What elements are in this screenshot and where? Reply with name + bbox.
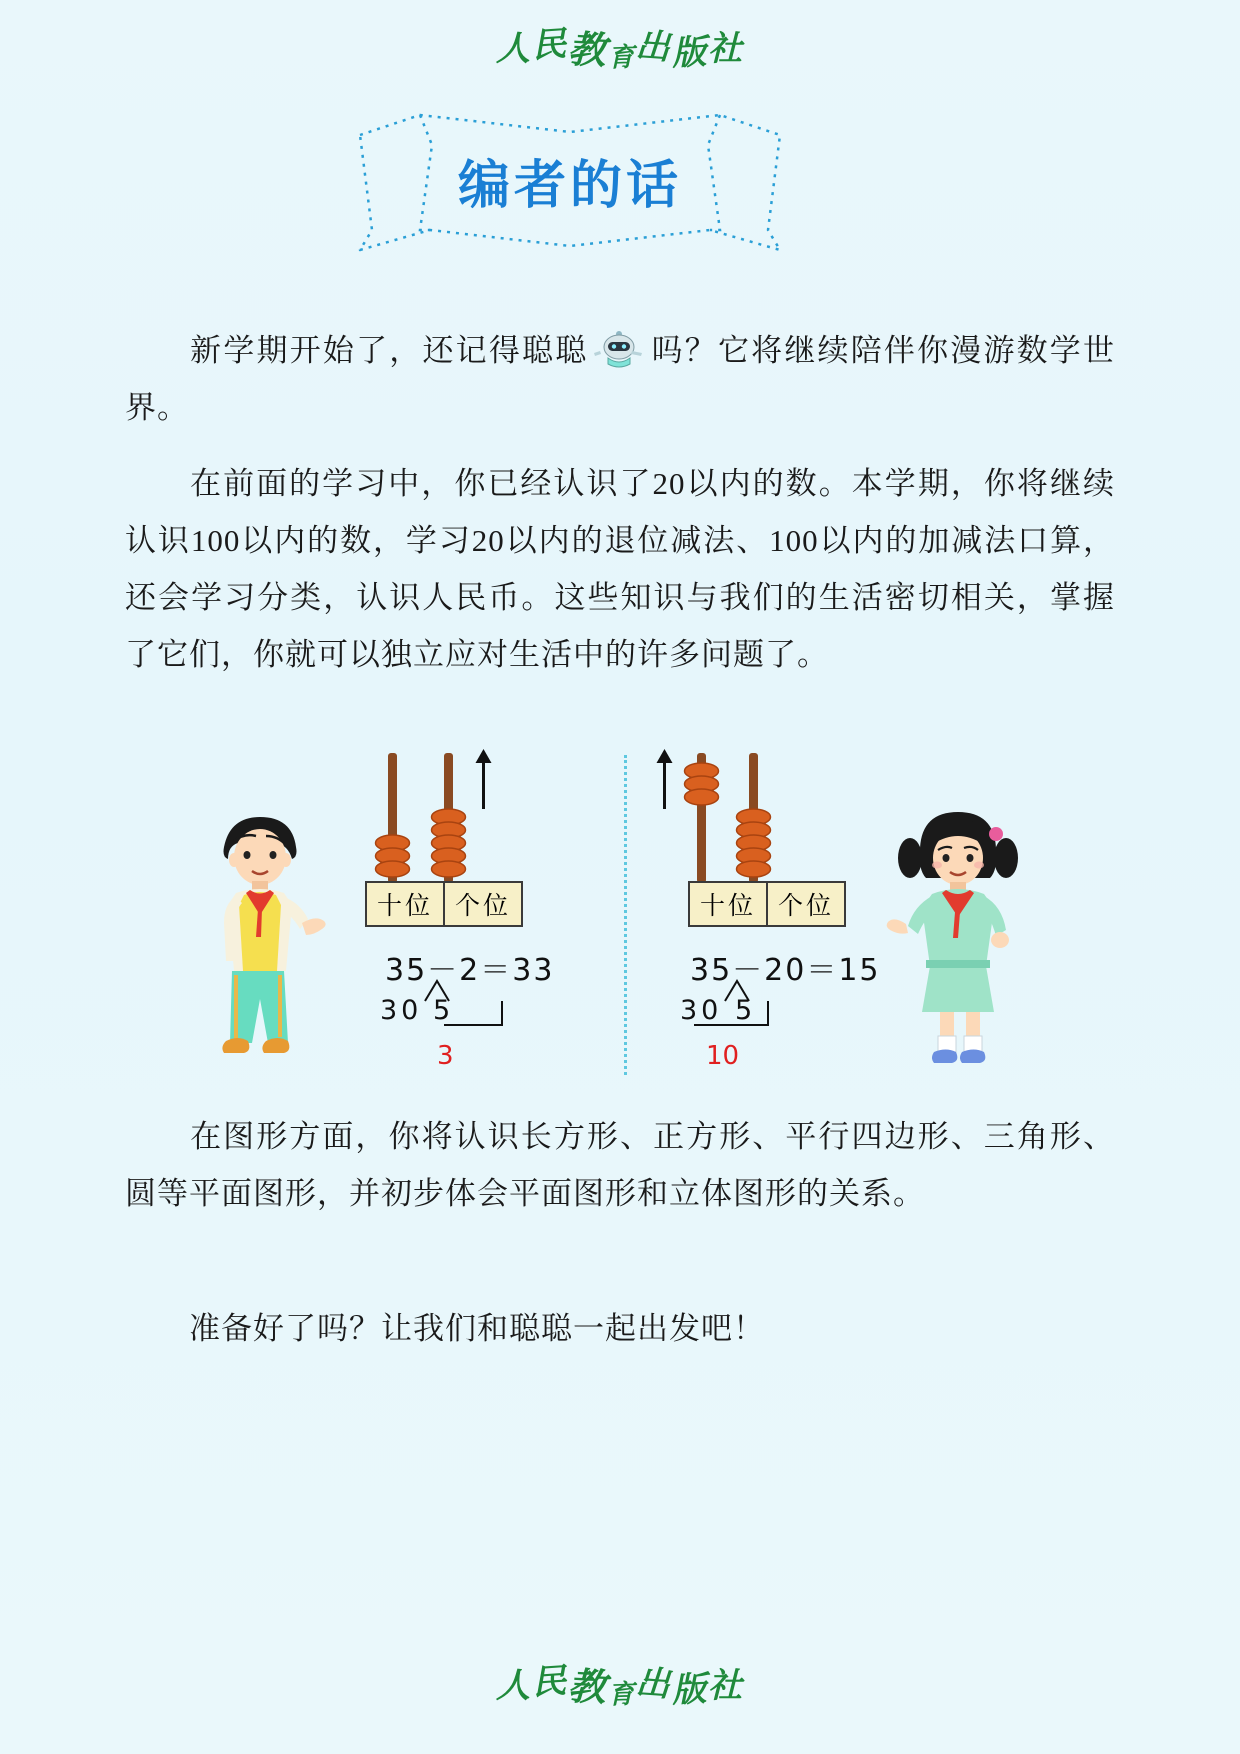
title-banner — [350, 110, 790, 255]
publisher-char-2: 教 — [566, 1665, 609, 1711]
page-title: 编者的话 — [457, 156, 682, 216]
tens-label-left: 十位 — [367, 883, 445, 925]
place-value-table-left — [365, 881, 523, 927]
decomp-left-tens: 30 — [380, 995, 423, 1026]
paragraph-4 — [125, 1300, 1115, 1357]
paragraph-2 — [125, 455, 1115, 683]
boy-character — [190, 805, 330, 1085]
publisher-char-0: 人 — [495, 31, 532, 68]
decomp-right-ones: 5 — [735, 995, 757, 1026]
paragraph-3-text: 在图形方面，你将认识长方形、正方形、平行四边形、三角形、圆等平面图形，并初步体会平面图形和立体图形的关系。 — [125, 1119, 1115, 1211]
publisher-logo-bottom — [0, 1653, 1240, 1711]
publisher-char-4: 出 — [634, 1664, 673, 1705]
paragraph-1-part-b: 吗？它将继续陪伴你漫游数学世界。 — [125, 333, 1115, 425]
abacus-left — [365, 745, 505, 895]
ones-label-left: 个位 — [455, 893, 512, 920]
ones-label-right: 个位 — [778, 893, 835, 920]
paragraph-4-text: 准备好了吗？让我们和聪聪一起出发吧！ — [189, 1311, 765, 1346]
publisher-char-5: 版 — [671, 34, 710, 73]
publisher-char-6: 社 — [708, 31, 745, 68]
up-arrow-icon — [476, 749, 492, 809]
publisher-char-0: 人 — [495, 1668, 532, 1705]
tens-label-right: 十位 — [690, 883, 768, 925]
girl-character — [880, 800, 1040, 1085]
publisher-char-5: 版 — [671, 1671, 710, 1710]
publisher-char-4: 出 — [634, 27, 673, 68]
equation-left: 35－2＝33 — [385, 953, 555, 988]
congcong-robot-icon — [588, 325, 650, 369]
illustration-block — [190, 745, 1060, 1085]
paragraph-1-part-a: 新学期开始了，还记得聪聪 — [189, 333, 589, 368]
publisher-char-3: 育 — [607, 1679, 637, 1710]
place-value-table-right — [688, 881, 846, 927]
publisher-char-6: 社 — [708, 1668, 745, 1705]
publisher-logo-top — [0, 16, 1240, 74]
vertical-divider — [624, 755, 627, 1075]
paragraph-3 — [125, 1108, 1115, 1222]
equation-right: 35－20＝15 — [690, 953, 881, 988]
connector-line-left — [430, 995, 550, 1045]
publisher-char-1: 民 — [531, 1662, 570, 1703]
paragraph-2-text: 在前面的学习中，你已经认识了20以内的数。本学期，你将继续认识100以内的数，学习20以内的退位减法、100以内的加减法口算，还会学习分类，认识人民币。这些知识与我们的生活密切相关，掌握了它们，你就可以独立应对生活中的许多问题了。 — [125, 466, 1115, 672]
up-arrow-icon — [657, 749, 673, 809]
paragraph-1 — [125, 322, 1115, 436]
publisher-char-2: 教 — [566, 28, 609, 74]
decomp-left-ones: 5 — [433, 995, 455, 1026]
red-value-left: 3 — [437, 1041, 454, 1071]
red-value-right: 10 — [706, 1041, 740, 1071]
decomp-right-tens: 30 — [680, 995, 723, 1026]
abacus-right — [645, 745, 785, 895]
connector-line-right — [680, 995, 820, 1045]
publisher-char-3: 育 — [607, 42, 637, 73]
publisher-char-1: 民 — [531, 25, 570, 66]
